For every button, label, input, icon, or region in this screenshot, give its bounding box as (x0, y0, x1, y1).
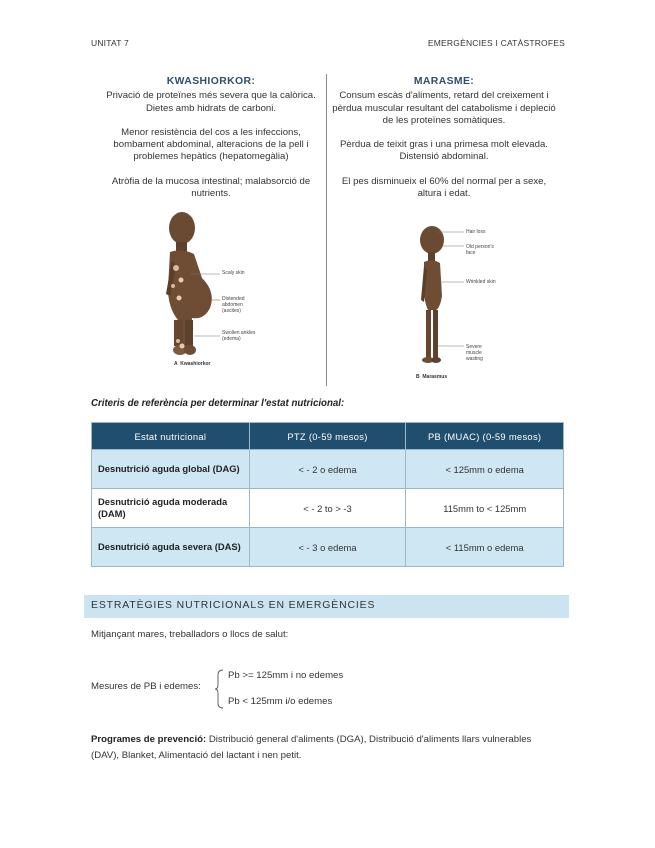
programs-text: Distribució general d'aliments (DGA), Distribució d'aliments llars vulnerables (DAV), Blanket, Alimentació del lactant i nen petit. (91, 734, 532, 761)
criteria-table (91, 422, 564, 567)
table-row (92, 489, 564, 528)
kwashiorkor-paragraph: Atròfia de la mucosa intestinal; malabsorció de nutrients. (111, 175, 311, 200)
ptz-cell: < - 3 o edema (249, 528, 406, 567)
marasme-title: MARASME: (413, 76, 475, 87)
pb-option: Pb < 125mm i/o edemes (228, 696, 333, 707)
figure-label: Swollen ankles (edema) (222, 330, 256, 342)
figure-label: Wrinkled skin (466, 279, 496, 285)
prevention-programs (91, 732, 561, 764)
pb-cell: < 125mm o edema (406, 450, 564, 489)
table-header-row (92, 423, 564, 450)
kwashiorkor-title: KWASHIORKOR: (166, 76, 256, 87)
brace-icon (215, 669, 225, 709)
column-divider (326, 74, 327, 386)
figure-caption: A Kwashiorkor (174, 361, 211, 367)
pb-cell: 115mm to < 125mm (406, 489, 564, 528)
topic-label: EMERGÈNCIES I CATÀSTROFES (427, 38, 565, 48)
marasme-paragraph: Consum escàs d'aliments, retard del creixement i pèrdua muscular resultant del catabolisme i depleció de les proteïnes somàtiques. (332, 90, 556, 126)
marasmus-illustration (412, 222, 502, 384)
state-cell: Desnutrició aguda global (DAG) (92, 450, 250, 489)
section-heading-band (84, 595, 569, 618)
figure-label: Old person's face (466, 244, 494, 256)
figure-label: Scaly skin (222, 270, 245, 276)
marasme-column (330, 76, 558, 212)
table-row (92, 528, 564, 567)
column-header: PTZ (0-59 mesos) (249, 423, 406, 450)
marasme-paragraph: Pèrdua de teixit gras i una primesa molt elevada. Distensió abdominal. (340, 139, 548, 163)
state-cell: Desnutrició aguda severa (DAS) (92, 528, 250, 567)
unit-label: UNITAT 7 (91, 38, 129, 48)
programs-label: Programes de prevenció: (91, 734, 207, 745)
figure-caption: B Marasmus (416, 374, 448, 380)
kwashiorkor-illustration (160, 208, 270, 372)
column-header: Estat nutricional (92, 423, 250, 450)
criteria-title: Criteris de referència per determinar l'estat nutricional: (91, 398, 345, 409)
kwashiorkor-paragraph: Menor resistència del cos a les infeccions, bombament abdominal, alteracions de la pell i problemes hepàtics (hepatomegàlia) (113, 126, 309, 163)
ptz-cell: < - 2 to > -3 (249, 489, 406, 528)
section-heading: ESTRATÈGIES NUTRICIONALS EN EMERGÈNCIES (91, 600, 376, 611)
kwashiorkor-column (97, 76, 325, 212)
column-header: PB (MUAC) (0-59 mesos) (406, 423, 564, 450)
figure-label: Hair loss (466, 229, 486, 235)
marasme-paragraph: El pes disminueix el 60% del normal per a sexe, altura i edat. (341, 175, 547, 200)
ptz-cell: < - 2 o edema (249, 450, 406, 489)
pb-cell: < 115mm o edema (406, 528, 564, 567)
pb-option: Pb >= 125mm i no edemes (228, 670, 344, 681)
figure-label: Severe muscle wasting (466, 344, 483, 362)
pb-measures-label: Mesures de PB i edemes: (91, 681, 201, 692)
kwashiorkor-child-figure (160, 208, 270, 372)
state-cell: Desnutrició aguda moderada (DAM) (92, 489, 250, 528)
strategies-intro: Mitjançant mares, treballadors o llocs de salut: (91, 629, 289, 640)
kwashiorkor-paragraph: Privació de proteïnes més severa que la calòrica. Dietes amb hidrats de carboni. (106, 90, 316, 114)
table-row (92, 450, 564, 489)
figure-label: Distended abdomen (ascites) (222, 296, 245, 314)
